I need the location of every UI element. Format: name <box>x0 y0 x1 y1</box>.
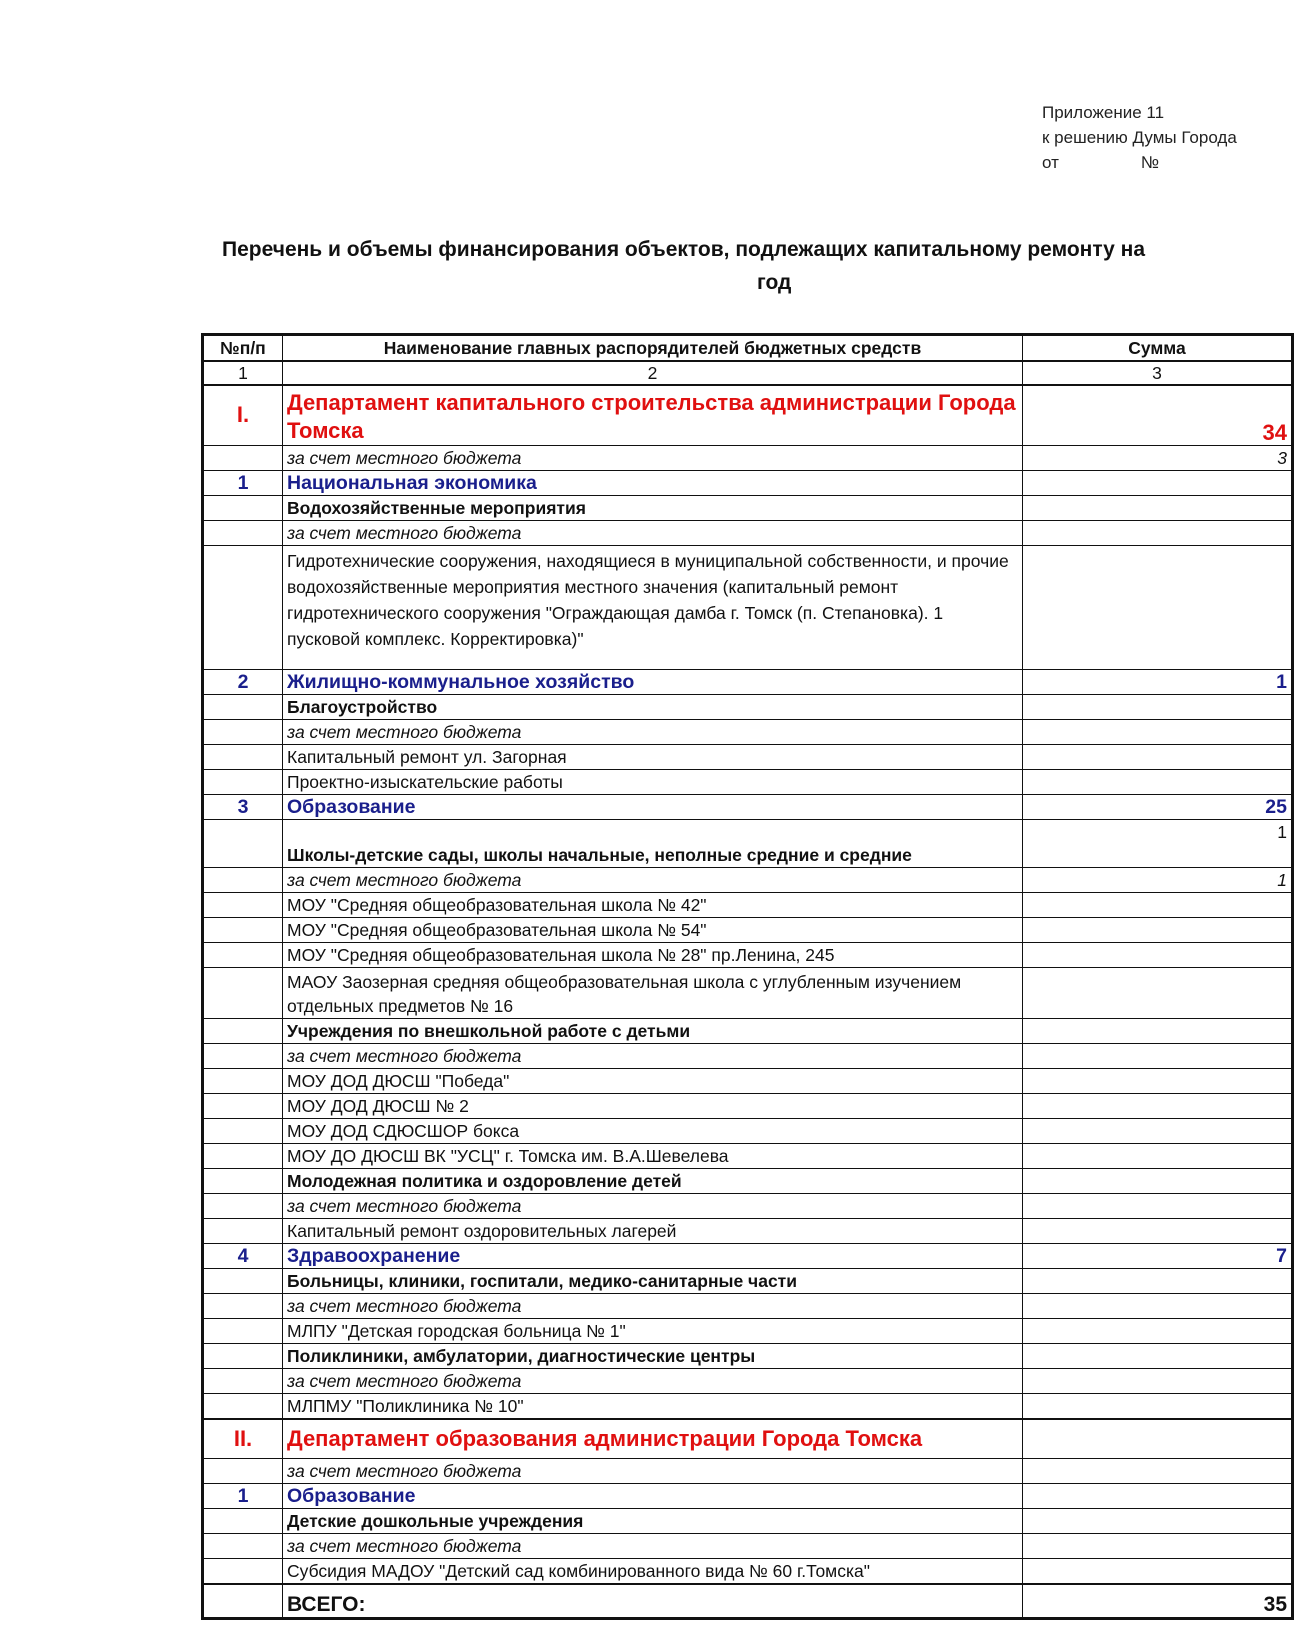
row-name: за счет местного бюджета <box>283 1193 1023 1218</box>
table-row <box>203 819 1293 867</box>
row-num <box>203 1193 283 1218</box>
row-num: 1 <box>203 470 283 495</box>
row-num <box>203 1143 283 1168</box>
row-num: 2 <box>203 669 283 694</box>
row-num <box>203 445 283 470</box>
row-sum <box>1023 470 1293 495</box>
row-num <box>203 520 283 545</box>
row-sum <box>1023 1368 1293 1393</box>
row-name: Субсидия МАДОУ "Детский сад комбинированного вида № 60 г.Томска" <box>283 1559 1023 1585</box>
table-row <box>203 1509 1293 1534</box>
appendix-line-2: к решению Думы Города <box>1042 128 1237 147</box>
row-name: Гидротехнические сооружения, находящиеся в муниципальной собственности, и прочие водохозяйственные мероприятия местного значения (капитальный ремонт гидротехнического сооружения "Ограждающая дамба г. Томск (п. Степановка). 1 пусковой комплекс. Корректировка)" <box>283 545 1023 669</box>
row-num <box>203 719 283 744</box>
row-sum <box>1023 1419 1293 1459</box>
row-name: Детские дошкольные учреждения <box>283 1509 1023 1534</box>
row-name: МЛПУ "Детская городская больница № 1" <box>283 1318 1023 1343</box>
row-name: ВСЕГО: <box>283 1584 1023 1618</box>
column-number-row <box>203 361 1293 385</box>
row-num <box>203 1368 283 1393</box>
document-title: Перечень и объемы финансирования объектов, подлежащих капитальному ремонту на <box>222 238 1146 261</box>
row-name: за счет местного бюджета <box>283 1368 1023 1393</box>
row-sum <box>1023 1168 1293 1193</box>
row-sum: 7 <box>1023 1243 1293 1268</box>
column-number-1: 1 <box>203 361 283 385</box>
table-row <box>203 385 1293 445</box>
row-sum <box>1023 1459 1293 1484</box>
row-num <box>203 1218 283 1243</box>
row-num: I. <box>203 385 283 445</box>
table-row <box>203 1343 1293 1368</box>
row-num <box>203 967 283 1018</box>
table-row <box>203 867 1293 892</box>
row-sum <box>1023 1484 1293 1509</box>
row-num <box>203 867 283 892</box>
table-row <box>203 1318 1293 1343</box>
row-name: за счет местного бюджета <box>283 1293 1023 1318</box>
table-row <box>203 1419 1293 1459</box>
row-name: Департамент капитального строительства администрации Города Томска <box>283 385 1023 445</box>
row-name: Больницы, клиники, госпитали, медико-санитарные части <box>283 1268 1023 1293</box>
row-name: Водохозяйственные мероприятия <box>283 495 1023 520</box>
document-title-year: год <box>757 271 792 294</box>
row-sum <box>1023 1318 1293 1343</box>
row-sum: 35 <box>1023 1584 1293 1618</box>
row-name: Национальная экономика <box>283 470 1023 495</box>
appendix-number-label: № <box>1140 153 1160 172</box>
table-row <box>203 1068 1293 1093</box>
table-row <box>203 1393 1293 1419</box>
table-row <box>203 495 1293 520</box>
row-num <box>203 1509 283 1534</box>
table-row <box>203 545 1293 669</box>
row-num <box>203 1168 283 1193</box>
row-sum <box>1023 1068 1293 1093</box>
row-num <box>203 1318 283 1343</box>
table-row <box>203 1293 1293 1318</box>
row-num: II. <box>203 1419 283 1459</box>
row-sum <box>1023 769 1293 794</box>
row-name: Школы-детские сады, школы начальные, неполные средние и средние <box>283 819 1023 867</box>
row-num: 4 <box>203 1243 283 1268</box>
table-row <box>203 694 1293 719</box>
table-row <box>203 967 1293 1018</box>
row-num <box>203 1559 283 1585</box>
row-num <box>203 1293 283 1318</box>
row-num <box>203 1118 283 1143</box>
row-name: МОУ ДОД СДЮСШОР бокса <box>283 1118 1023 1143</box>
table-row <box>203 1243 1293 1268</box>
row-name: Капитальный ремонт оздоровительных лагерей <box>283 1218 1023 1243</box>
table-row <box>203 1018 1293 1043</box>
row-name: МОУ "Средняя общеобразовательная школа № 42" <box>283 892 1023 917</box>
row-sum <box>1023 495 1293 520</box>
row-sum <box>1023 1093 1293 1118</box>
table-row <box>203 719 1293 744</box>
row-sum <box>1023 545 1293 669</box>
row-sum <box>1023 892 1293 917</box>
row-name: Образование <box>283 794 1023 819</box>
row-sum <box>1023 1143 1293 1168</box>
row-sum: 3 <box>1023 445 1293 470</box>
row-num <box>203 1268 283 1293</box>
row-name: Жилищно-коммунальное хозяйство <box>283 669 1023 694</box>
row-name: МОУ ДОД ДЮСШ № 2 <box>283 1093 1023 1118</box>
row-name: за счет местного бюджета <box>283 520 1023 545</box>
row-sum <box>1023 917 1293 942</box>
table-row <box>203 520 1293 545</box>
row-sum <box>1023 1018 1293 1043</box>
row-sum <box>1023 719 1293 744</box>
table-row <box>203 1534 1293 1559</box>
row-name: Учреждения по внешкольной работе с детьми <box>283 1018 1023 1043</box>
row-sum <box>1023 1193 1293 1218</box>
row-name: Благоустройство <box>283 694 1023 719</box>
row-name: Поликлиники, амбулатории, диагностические центры <box>283 1343 1023 1368</box>
appendix-line-3 <box>1042 150 1237 175</box>
row-name: Департамент образования администрации Города Томска <box>283 1419 1023 1459</box>
row-sum <box>1023 1559 1293 1585</box>
table-row <box>203 1268 1293 1293</box>
row-name: Проектно-изыскательские работы <box>283 769 1023 794</box>
table-row <box>203 1168 1293 1193</box>
row-num <box>203 819 283 867</box>
row-num <box>203 1043 283 1068</box>
row-sum <box>1023 1393 1293 1419</box>
table-row <box>203 744 1293 769</box>
table-row <box>203 445 1293 470</box>
row-name: за счет местного бюджета <box>283 1459 1023 1484</box>
row-num <box>203 1393 283 1419</box>
table-row <box>203 1143 1293 1168</box>
row-sum <box>1023 1218 1293 1243</box>
appendix-line-1: Приложение 11 <box>1042 103 1165 122</box>
table-row <box>203 794 1293 819</box>
table-row <box>203 769 1293 794</box>
table-row <box>203 1093 1293 1118</box>
row-num <box>203 942 283 967</box>
row-sum <box>1023 744 1293 769</box>
appendix-note <box>1042 100 1237 175</box>
table-row <box>203 1043 1293 1068</box>
row-sum <box>1023 1118 1293 1143</box>
header-name: Наименование главных распорядителей бюджетных средств <box>283 335 1023 362</box>
row-num <box>203 1018 283 1043</box>
table-row <box>203 942 1293 967</box>
row-sum <box>1023 1293 1293 1318</box>
row-name: Капитальный ремонт ул. Загорная <box>283 744 1023 769</box>
table-row <box>203 917 1293 942</box>
row-sum <box>1023 1268 1293 1293</box>
table-row-total <box>203 1584 1293 1618</box>
row-num <box>203 1534 283 1559</box>
appendix-from-label: от <box>1042 153 1059 172</box>
column-number-2: 2 <box>283 361 1023 385</box>
row-num <box>203 892 283 917</box>
row-sum: 34 <box>1023 385 1293 445</box>
row-name: МОУ ДО ДЮСШ ВК "УСЦ" г. Томска им. В.А.Шевелева <box>283 1143 1023 1168</box>
row-num <box>203 545 283 669</box>
row-num <box>203 495 283 520</box>
table-row <box>203 1484 1293 1509</box>
table-row <box>203 470 1293 495</box>
row-name: за счет местного бюджета <box>283 1534 1023 1559</box>
row-num <box>203 769 283 794</box>
row-num <box>203 1459 283 1484</box>
table-row <box>203 1193 1293 1218</box>
row-num <box>203 694 283 719</box>
row-name: за счет местного бюджета <box>283 867 1023 892</box>
row-name: МАОУ Заозерная средняя общеобразовательная школа с углубленным изучением отдельных предметов № 16 <box>283 967 1023 1018</box>
row-sum: 1 <box>1023 669 1293 694</box>
row-sum <box>1023 1343 1293 1368</box>
table-row <box>203 1218 1293 1243</box>
row-num: 1 <box>203 1484 283 1509</box>
row-num <box>203 1068 283 1093</box>
row-sum <box>1023 694 1293 719</box>
row-sum: 1 <box>1023 867 1293 892</box>
row-sum <box>1023 967 1293 1018</box>
row-name: Образование <box>283 1484 1023 1509</box>
table-row <box>203 1559 1293 1585</box>
row-name: МОУ "Средняя общеобразовательная школа № 54" <box>283 917 1023 942</box>
row-sum <box>1023 520 1293 545</box>
row-num <box>203 744 283 769</box>
table-row <box>203 1368 1293 1393</box>
row-num <box>203 1093 283 1118</box>
table-row <box>203 1118 1293 1143</box>
row-name: за счет местного бюджета <box>283 445 1023 470</box>
column-number-3: 3 <box>1023 361 1293 385</box>
table-row <box>203 1459 1293 1484</box>
row-num: 3 <box>203 794 283 819</box>
row-name: Здравоохранение <box>283 1243 1023 1268</box>
row-num <box>203 1584 283 1618</box>
header-sum: Сумма <box>1023 335 1293 362</box>
row-sum <box>1023 1509 1293 1534</box>
row-name: за счет местного бюджета <box>283 719 1023 744</box>
row-name: МОУ ДОД ДЮСШ "Победа" <box>283 1068 1023 1093</box>
row-name: Молодежная политика и оздоровление детей <box>283 1168 1023 1193</box>
row-sum: 25 <box>1023 794 1293 819</box>
budget-table <box>201 333 1294 1620</box>
row-num <box>203 1343 283 1368</box>
row-num <box>203 917 283 942</box>
row-name: за счет местного бюджета <box>283 1043 1023 1068</box>
row-name: МЛПМУ "Поликлиника № 10" <box>283 1393 1023 1419</box>
row-sum <box>1023 942 1293 967</box>
table-header-row <box>203 335 1293 362</box>
row-name: МОУ "Средняя общеобразовательная школа № 28" пр.Ленина, 245 <box>283 942 1023 967</box>
row-sum: 1 <box>1023 819 1293 867</box>
row-sum <box>1023 1043 1293 1068</box>
header-num: №п/п <box>203 335 283 362</box>
row-sum <box>1023 1534 1293 1559</box>
table-row <box>203 669 1293 694</box>
table-row <box>203 892 1293 917</box>
